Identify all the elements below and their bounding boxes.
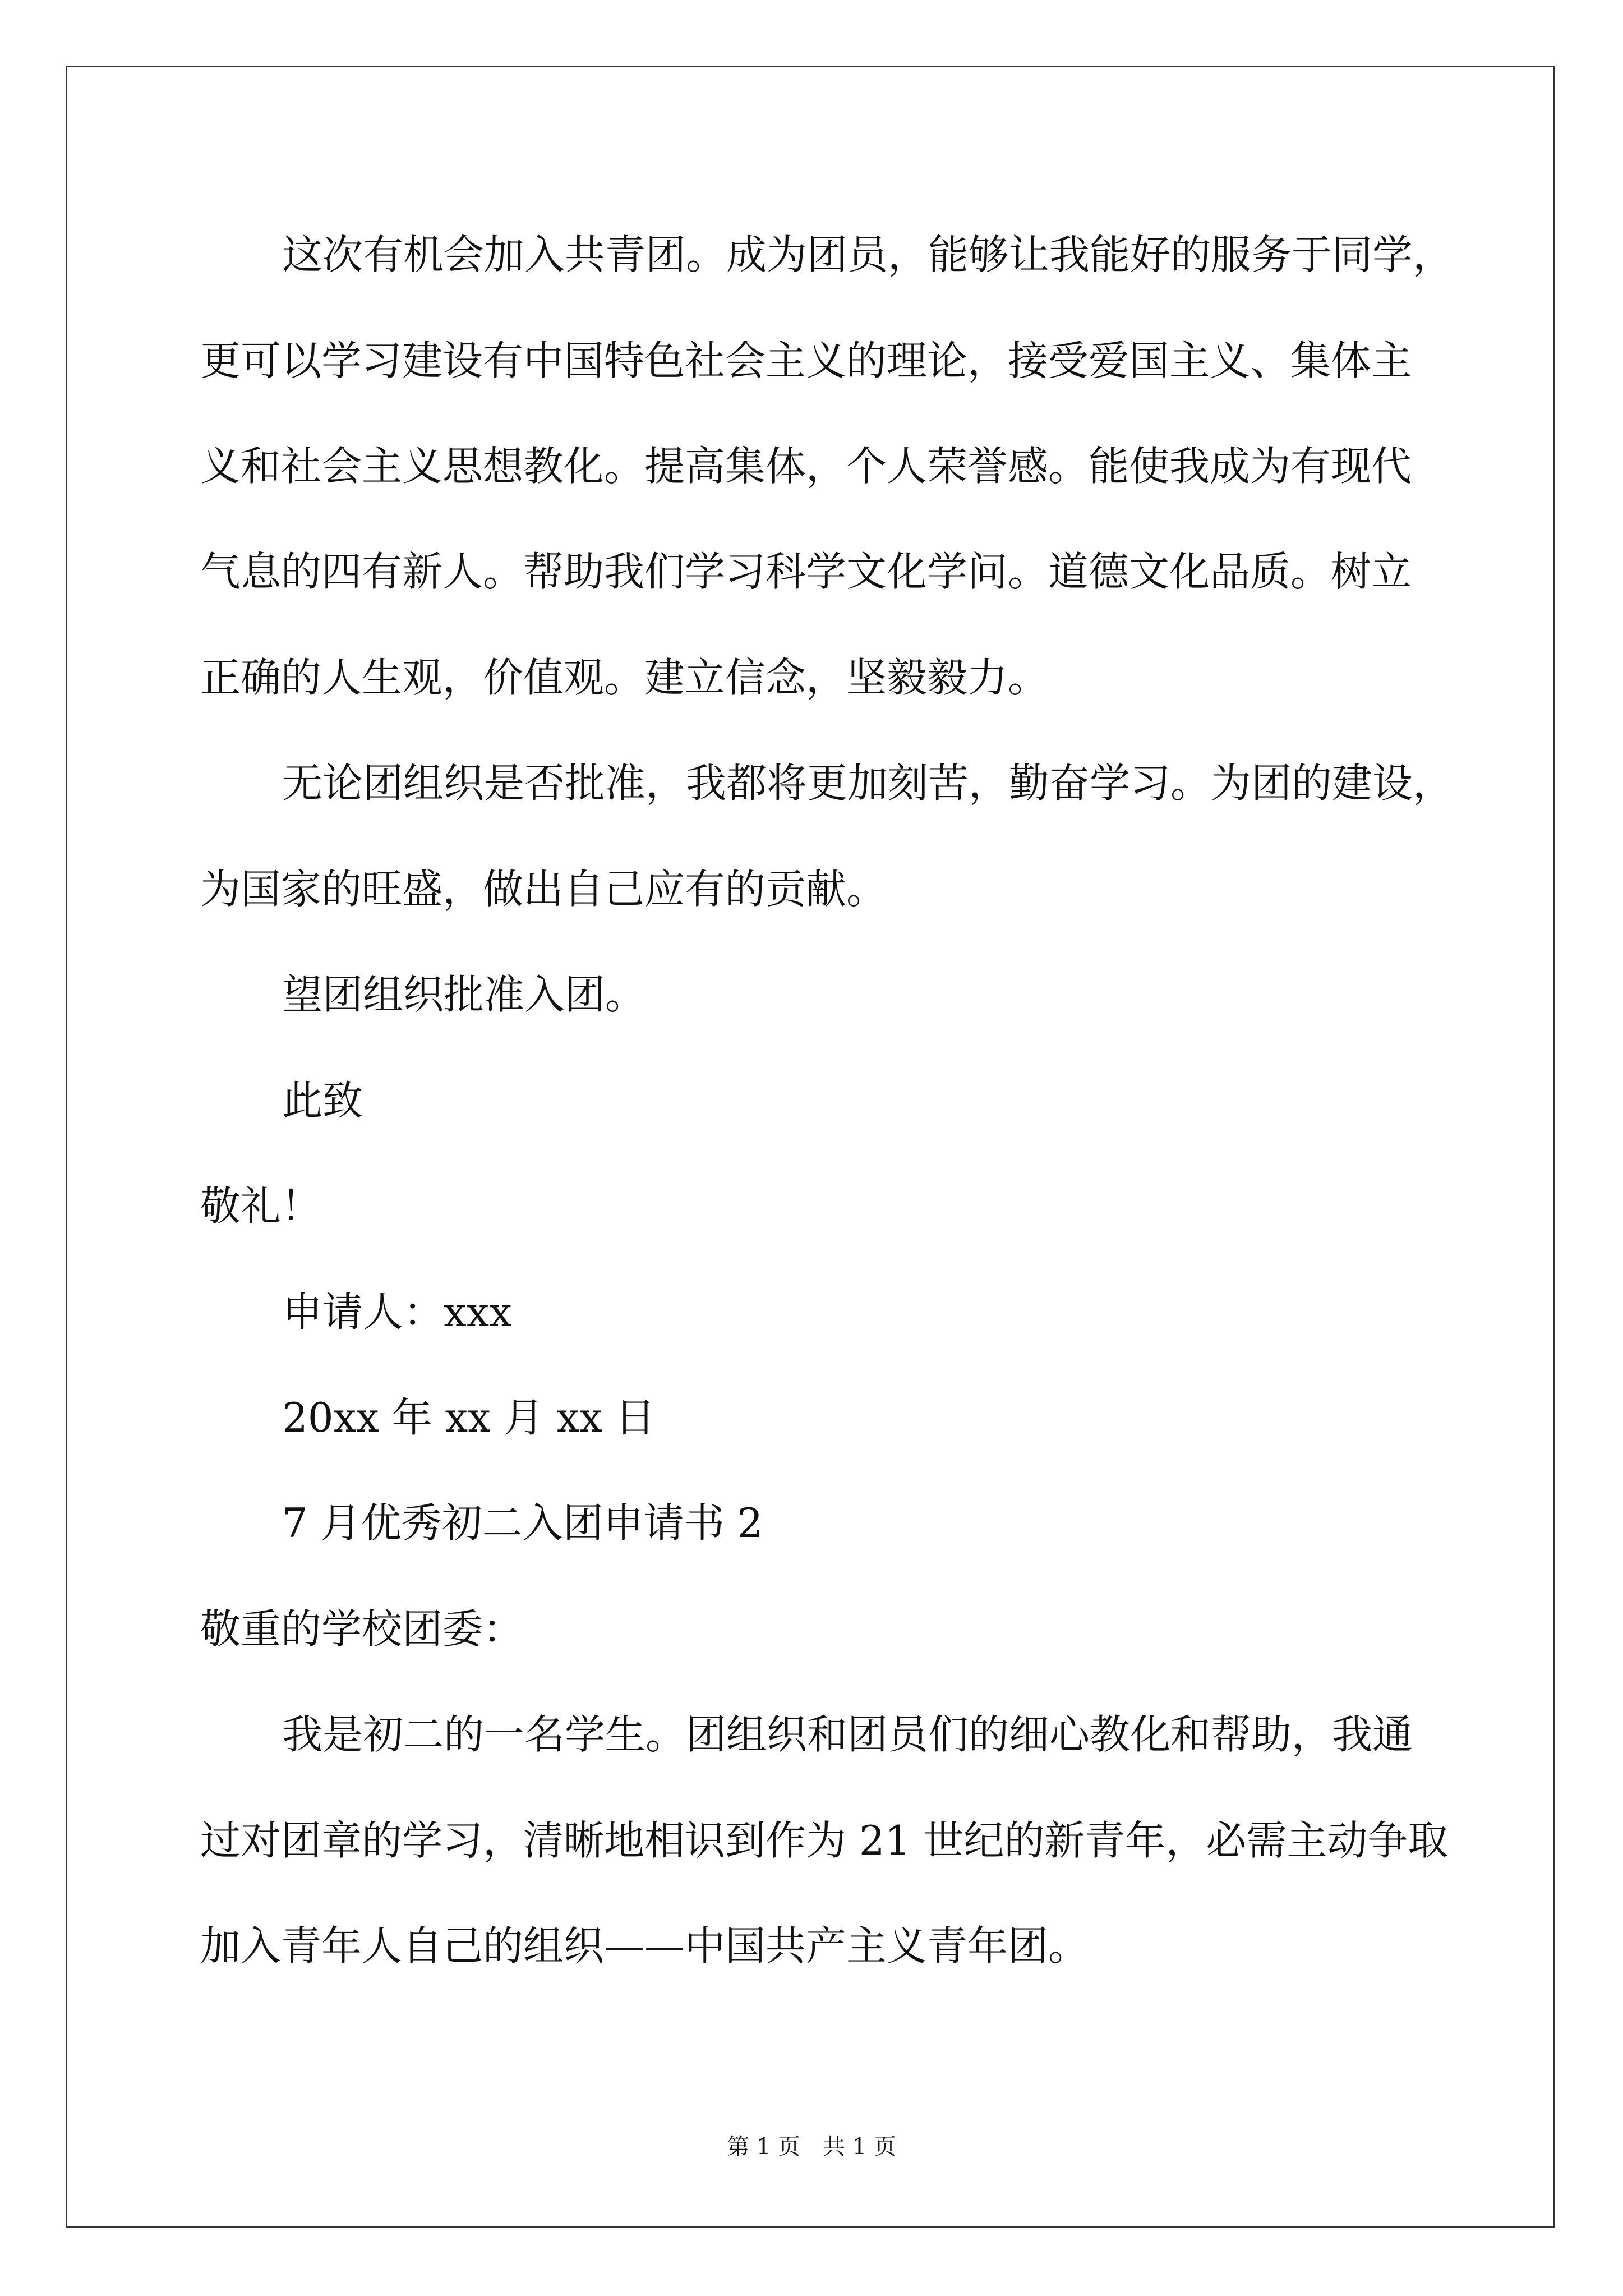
body-line-5: 正确的人生观，价值观。建立信念，坚毅毅力。: [200, 654, 1049, 701]
body-line-13: 7 月优秀初二入团申请书 2: [282, 1499, 763, 1547]
body-line-7: 为国家的旺盛，做出自己应有的贡献。: [200, 866, 887, 913]
body-line-9: 此致: [282, 1077, 363, 1124]
body-line-6: 无论团组织是否批准，我都将更加刻苦，勤奋学习。为团的建设，: [282, 760, 1454, 807]
body-line-2: 更可以学习建设有中国特色社会主义的理论，接受爱国主义、集体主: [200, 337, 1412, 384]
body-line-10: 敬礼！: [200, 1182, 322, 1230]
body-line-4: 气息的四有新人。帮助我们学习科学文化学问。道德文化品质。树立: [200, 548, 1412, 595]
body-line-3: 义和社会主义思想教化。提高集体，个人荣誉感。能使我成为有现代: [200, 443, 1412, 490]
body-line-17: 加入青年人自己的组织——中国共产主义青年团。: [200, 1922, 1089, 1970]
body-line-15: 我是初二的一名学生。团组织和团员们的细心教化和帮助，我通: [282, 1711, 1413, 1758]
body-line-14: 敬重的学校团委：: [200, 1605, 524, 1653]
body-line-16: 过对团章的学习，清晰地相识到作为 21 世纪的新青年，必需主动争取: [200, 1817, 1449, 1864]
body-line-8: 望团组织批准入团。: [282, 971, 646, 1018]
body-line-12: 20xx 年 xx 月 xx 日: [282, 1394, 656, 1441]
body-line-1: 这次有机会加入共青团。成为团员，能够让我能好的服务于同学，: [282, 231, 1454, 278]
page-border: [66, 66, 1555, 2228]
page-footer: 第 1 页 共 1 页: [727, 2134, 896, 2160]
body-line-11: 申请人：xxx: [282, 1289, 512, 1336]
